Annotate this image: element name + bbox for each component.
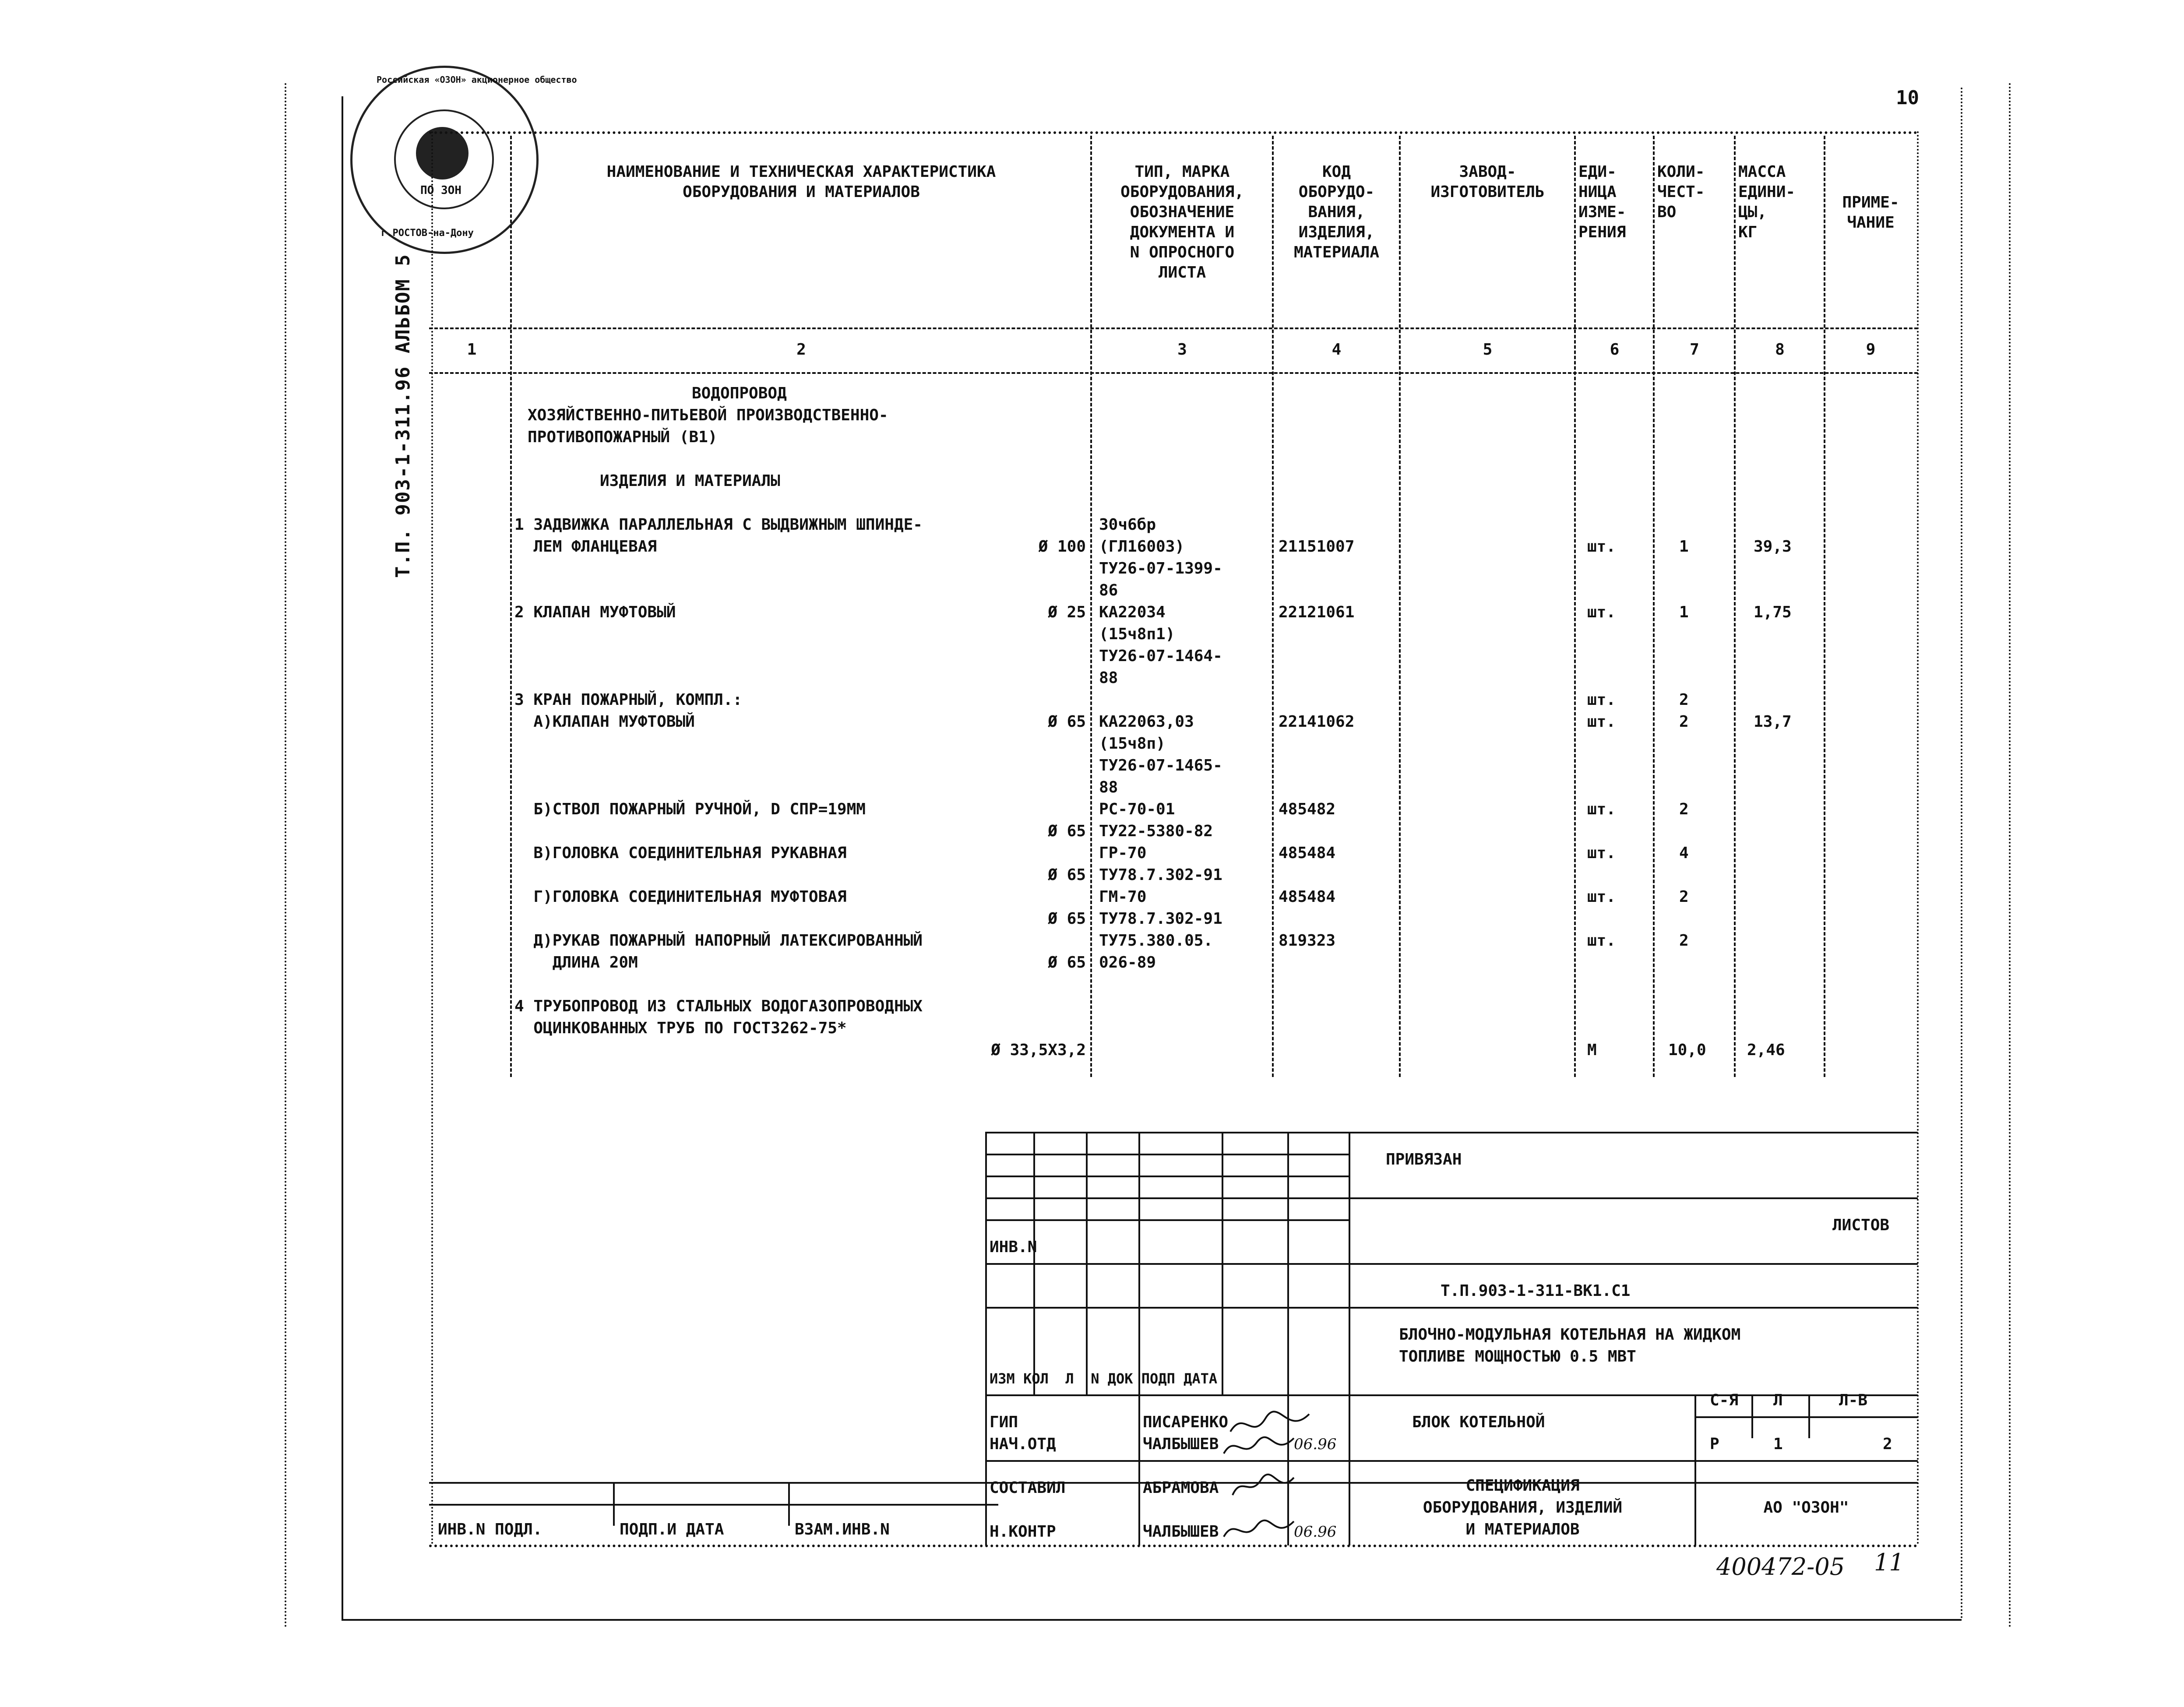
col-header-6: ЕДИ- НИЦА ИЗМЕ- РЕНИЯ xyxy=(1578,163,1626,241)
tb-rev-headers: ИЗМ КОЛ Л N ДОК ПОДП ДАТА xyxy=(990,1370,1218,1387)
col-number-8: 8 xyxy=(1775,341,1785,359)
archive-sheet: 11 xyxy=(1874,1549,1904,1576)
row3b-type-1: РС-70-01 xyxy=(1099,800,1175,818)
signature-nkontr xyxy=(1222,1515,1296,1545)
tb-stage-header: С-Я xyxy=(1710,1391,1739,1409)
col-sep-7-8 xyxy=(1734,136,1736,1077)
row3a-unit: шт. xyxy=(1587,713,1616,731)
col-sep-4-5 xyxy=(1399,136,1401,1077)
row3b-name: Б)СТВОЛ ПОЖАРНЫЙ РУЧНОЙ, D СПР=19ММ xyxy=(514,800,866,818)
row4-qty: 10,0 xyxy=(1668,1041,1706,1059)
row3a-type-1: КА22063,03 xyxy=(1099,713,1194,731)
row1-qty: 1 xyxy=(1679,538,1689,556)
tb-nkontr-date: 06.96 xyxy=(1294,1523,1337,1541)
table-left-border xyxy=(431,131,433,1545)
archive-number: 400472-05 xyxy=(1716,1553,1845,1580)
tb-line-d xyxy=(985,1219,1349,1221)
row3g-unit: шт. xyxy=(1587,888,1616,906)
tb-title-line1: БЛОЧНО-МОДУЛЬНАЯ КОТЕЛЬНАЯ НА ЖИДКОМ xyxy=(1399,1326,1741,1344)
tb-gip-name: ПИСАРЕНКО xyxy=(1143,1413,1229,1431)
row3d-type-2: 026-89 xyxy=(1099,954,1156,971)
row3d-name2: ДЛИНА 20М xyxy=(514,954,638,971)
tb-sost-label: СОСТАВИЛ xyxy=(990,1479,1066,1497)
tb-gip-label: ГИП xyxy=(990,1413,1018,1431)
col-header-2: НАИМЕНОВАНИЕ И ТЕХНИЧЕСКАЯ ХАРАКТЕРИСТИКА ОБОРУДОВАНИЯ И МАТЕРИАЛОВ xyxy=(606,163,996,201)
col-number-9: 9 xyxy=(1866,341,1876,359)
row3d-type-1: ТУ75.380.05. xyxy=(1099,932,1213,950)
row3d-unit: шт. xyxy=(1587,932,1616,950)
header-bottom-border xyxy=(429,327,1918,329)
row2-type-2: (15ч8п1) xyxy=(1099,625,1175,643)
tb-vline-7 xyxy=(1349,1132,1350,1545)
tb-inv-n: ИНВ.N xyxy=(990,1238,1037,1256)
row3v-type-2: ТУ78.7.302-91 xyxy=(1099,866,1222,884)
row3a-qty: 2 xyxy=(1679,713,1689,731)
row3a-type-3: ТУ26-07-1465- xyxy=(1099,757,1222,774)
col-number-7: 7 xyxy=(1690,341,1699,359)
row3a-mass: 13,7 xyxy=(1754,713,1792,731)
tb-nach-date: 06.96 xyxy=(1294,1436,1337,1453)
tb-vline-2 xyxy=(1033,1132,1035,1394)
row3v-qty: 4 xyxy=(1679,844,1689,862)
col-sep-6-7 xyxy=(1653,136,1655,1077)
signature-nach xyxy=(1222,1432,1296,1462)
tb-block-name: БЛОК КОТЕЛЬНОЙ xyxy=(1412,1413,1545,1431)
page-number: 10 xyxy=(1896,87,1919,109)
row2-type-3: ТУ26-07-1464- xyxy=(1099,647,1222,665)
row3b-unit: шт. xyxy=(1587,800,1616,818)
row3v-dia: Ø 65 xyxy=(1048,866,1086,884)
row3a-name: А)КЛАПАН МУФТОВЫЙ xyxy=(514,713,695,731)
row1-type-1: 30ч6бр xyxy=(1099,516,1156,534)
row3g-type-1: ГМ-70 xyxy=(1099,888,1147,906)
tb-vline-1 xyxy=(985,1132,987,1545)
tb-nach-label: НАЧ.ОТД xyxy=(990,1435,1056,1453)
row3b-type-2: ТУ22-5380-82 xyxy=(1099,822,1213,840)
bl-podp-data: ПОДП.И ДАТА xyxy=(620,1520,724,1538)
tb-vline-10 xyxy=(1808,1394,1810,1438)
row2-type-4: 88 xyxy=(1099,669,1118,687)
row3d-dia: Ø 65 xyxy=(1048,954,1086,971)
row3-unit: шт. xyxy=(1587,691,1616,709)
tb-sheet-header: Л xyxy=(1773,1391,1783,1409)
tb-nach-name: ЧАЛБЫШЕВ xyxy=(1143,1435,1219,1453)
tb-line-top xyxy=(985,1132,1918,1133)
frame-bottom xyxy=(342,1619,1962,1621)
col-header-5: ЗАВОД- ИЗГОТОВИТЕЛЬ xyxy=(1430,163,1545,201)
col-number-5: 5 xyxy=(1483,341,1493,359)
row3a-code: 22141062 xyxy=(1279,713,1355,731)
tb-vline-12 xyxy=(788,1482,790,1526)
stamp-inner-text: ПО ЗОН xyxy=(420,184,461,197)
tb-vline-11 xyxy=(613,1482,615,1526)
row3v-type-1: ГР-70 xyxy=(1099,844,1147,862)
row3g-name: Г)ГОЛОВКА СОЕДИНИТЕЛЬНАЯ МУФТОВАЯ xyxy=(514,888,847,906)
tb-spec-line1: СПЕЦИФИКАЦИЯ xyxy=(1465,1477,1580,1495)
row3g-type-2: ТУ78.7.302-91 xyxy=(1099,910,1222,928)
tb-sheets: 2 xyxy=(1883,1435,1892,1453)
frame-left-rail xyxy=(285,83,286,1629)
row1-name: 1 ЗАДВИЖКА ПАРАЛЛЕЛЬНАЯ С ВЫДВИЖНЫМ ШПИНДЕ- xyxy=(514,516,923,534)
col-number-3: 3 xyxy=(1177,341,1187,359)
col-number-4: 4 xyxy=(1332,341,1342,359)
tb-company: АО "ОЗОН" xyxy=(1763,1499,1849,1517)
row4-unit: М xyxy=(1587,1041,1597,1059)
tb-sheets-header: Л-В xyxy=(1839,1391,1868,1409)
row3a-type-4: 88 xyxy=(1099,778,1118,796)
row3b-code: 485482 xyxy=(1279,800,1336,818)
album-side-label: Т.П. 903-1-311.96 АЛЬБОМ 5 xyxy=(392,253,414,578)
tb-sost-name: АБРАМОВА xyxy=(1143,1479,1219,1497)
tb-line-j xyxy=(429,1504,998,1506)
row4-mass: 2,46 xyxy=(1747,1041,1785,1059)
section-subtitle: ИЗДЕЛИЯ И МАТЕРИАЛЫ xyxy=(600,472,780,490)
col-sep-2-3 xyxy=(1090,136,1092,1077)
row1-type-2: (ГЛ16003) xyxy=(1099,538,1185,556)
row3g-dia: Ø 65 xyxy=(1048,910,1086,928)
tb-stage: Р xyxy=(1710,1435,1719,1453)
frame-right-rail xyxy=(1961,88,1962,1620)
row1-unit: шт. xyxy=(1587,538,1616,556)
col-header-9: ПРИМЕ- ЧАНИЕ xyxy=(1842,194,1899,232)
row3d-name: Д)РУКАВ ПОЖАРНЫЙ НАПОРНЫЙ ЛАТЕКСИРОВАННЫЙ xyxy=(514,932,923,950)
row3-name: 3 КРАН ПОЖАРНЫЙ, КОМПЛ.: xyxy=(514,691,743,709)
bl-inv-podl: ИНВ.N ПОДЛ. xyxy=(438,1520,542,1538)
row1-name2: ЛЕМ ФЛАНЦЕВАЯ xyxy=(514,538,657,556)
row1-code: 21151007 xyxy=(1279,538,1355,556)
row1-type-3: ТУ26-07-1399- xyxy=(1099,560,1222,577)
row2-mass: 1,75 xyxy=(1754,603,1792,621)
tb-line-e xyxy=(985,1263,1918,1265)
row2-type-1: КА22034 xyxy=(1099,603,1166,621)
tb-listov: ЛИСТОВ xyxy=(1832,1216,1890,1234)
tb-spec-line3: И МАТЕРИАЛОВ xyxy=(1465,1520,1580,1538)
row3v-code: 485484 xyxy=(1279,844,1336,862)
stamp-city-text: г.РОСТОВ-на-Дону xyxy=(381,228,474,239)
tb-line-h xyxy=(985,1460,1918,1462)
tb-nkontr-label: Н.КОНТР xyxy=(990,1523,1056,1541)
row2-name: 2 КЛАПАН МУФТОВЫЙ xyxy=(514,603,676,621)
col-header-3: ТИП, МАРКА ОБОРУДОВАНИЯ, ОБОЗНАЧЕНИЕ ДОКУМЕНТА И N ОПРОСНОГО ЛИСТА xyxy=(1120,163,1244,282)
table-right-border xyxy=(1917,131,1919,1545)
row4-dia: Ø 33,5Х3,2 xyxy=(991,1041,1086,1059)
stamp-logo-icon xyxy=(416,127,469,179)
tb-vline-3 xyxy=(1086,1132,1088,1394)
row3b-dia: Ø 65 xyxy=(1048,822,1086,840)
col-sep-8-9 xyxy=(1824,136,1825,1077)
row3g-qty: 2 xyxy=(1679,888,1689,906)
tb-spec-line2: ОБОРУДОВАНИЯ, ИЗДЕЛИЙ xyxy=(1423,1499,1623,1517)
row3a-type-2: (15ч8п) xyxy=(1099,735,1166,753)
tb-line-a xyxy=(985,1154,1349,1155)
row3a-dia: Ø 65 xyxy=(1048,713,1086,731)
tb-line-f xyxy=(985,1307,1918,1309)
tb-title-line2: ТОПЛИВЕ МОЩНОСТЬЮ 0.5 МВТ xyxy=(1399,1348,1636,1366)
row4-name: 4 ТРУБОПРОВОД ИЗ СТАЛЬНЫХ ВОДОГАЗОПРОВОДНЫХ xyxy=(514,997,923,1015)
row2-dia: Ø 25 xyxy=(1048,603,1086,621)
frame-left-inner xyxy=(342,96,343,1620)
tb-sheet: 1 xyxy=(1773,1435,1783,1453)
tb-privyazan: ПРИВЯЗАН xyxy=(1386,1151,1462,1169)
bl-vzam: ВЗАМ.ИНВ.N xyxy=(795,1520,890,1538)
row3b-qty: 2 xyxy=(1679,800,1689,818)
col-sep-3-4 xyxy=(1272,136,1274,1077)
col-number-2: 2 xyxy=(796,341,806,359)
col-header-4: КОД ОБОРУДО- ВАНИЯ, ИЗДЕЛИЯ, МАТЕРИАЛА xyxy=(1293,163,1380,261)
row2-qty: 1 xyxy=(1679,603,1689,621)
row1-dia: Ø 100 xyxy=(1038,538,1086,556)
tb-line-b xyxy=(985,1176,1349,1177)
tb-vline-9 xyxy=(1751,1394,1753,1438)
col-number-1: 1 xyxy=(467,341,477,359)
row3v-unit: шт. xyxy=(1587,844,1616,862)
tb-vline-8 xyxy=(1694,1394,1696,1545)
section-title-3: ПРОТИВОПОЖАРНЫЙ (В1) xyxy=(528,428,718,446)
row2-unit: шт. xyxy=(1587,603,1616,621)
col-sep-1-2 xyxy=(510,136,512,1077)
row3-qty: 2 xyxy=(1679,691,1689,709)
tb-nkontr-name: ЧАЛБЫШЕВ xyxy=(1143,1523,1219,1541)
col-number-6: 6 xyxy=(1610,341,1620,359)
col-header-8: МАССА ЕДИНИ- ЦЫ, КГ xyxy=(1738,163,1796,241)
row3d-qty: 2 xyxy=(1679,932,1689,950)
row3g-code: 485484 xyxy=(1279,888,1336,906)
col-header-7: КОЛИ- ЧЕСТ- ВО xyxy=(1657,163,1705,221)
col-sep-5-6 xyxy=(1574,136,1576,1077)
stamp-outer-text: Российская «ОЗОН» акционерное общество xyxy=(377,74,577,85)
table-top-border xyxy=(429,131,1918,134)
section-title-2: ХОЗЯЙСТВЕННО-ПИТЬЕВОЙ ПРОИЗВОДСТВЕННО- xyxy=(528,406,888,424)
signature-sost xyxy=(1230,1471,1296,1502)
tb-vline-4 xyxy=(1138,1132,1140,1545)
section-title-1: ВОДОПРОВОД xyxy=(692,384,787,402)
tb-line-k xyxy=(1694,1416,1918,1418)
frame-right-outer xyxy=(2009,83,2011,1629)
row3v-name: В)ГОЛОВКА СОЕДИНИТЕЛЬНАЯ РУКАВНАЯ xyxy=(514,844,847,862)
row1-type-4: 86 xyxy=(1099,581,1118,599)
tb-doc-code: Т.П.903-1-311-ВК1.С1 xyxy=(1441,1282,1631,1300)
tb-line-c xyxy=(985,1197,1918,1199)
tb-vline-5 xyxy=(1222,1132,1223,1394)
row4-name2: ОЦИНКОВАННЫХ ТРУБ ПО ГОСТ3262-75* xyxy=(514,1019,847,1037)
row3d-code: 819323 xyxy=(1279,932,1336,950)
colnum-bottom-border xyxy=(429,372,1918,374)
row2-code: 22121061 xyxy=(1279,603,1355,621)
row1-mass: 39,3 xyxy=(1754,538,1792,556)
